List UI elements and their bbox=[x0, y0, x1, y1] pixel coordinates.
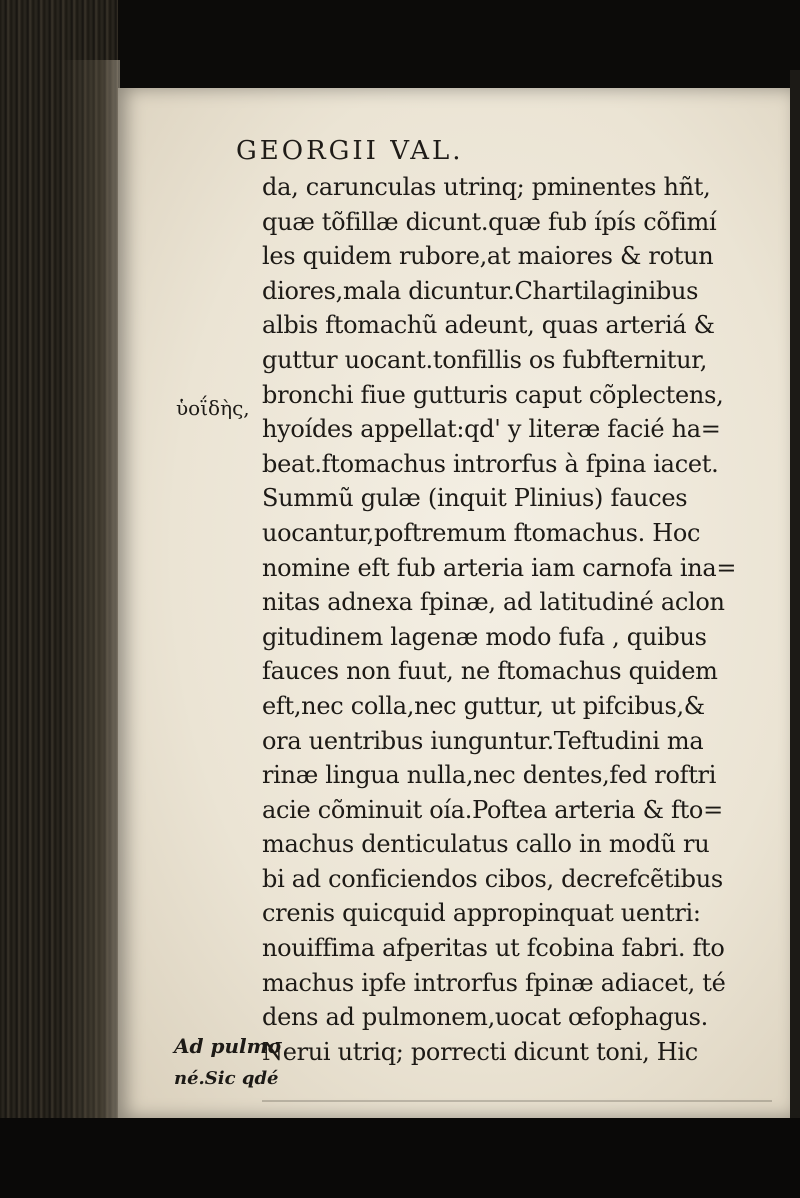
page-gutter-shadow bbox=[60, 60, 120, 1120]
body-text bbox=[262, 170, 782, 1069]
margin-note: né.Sic qdé bbox=[174, 1068, 279, 1089]
text-line: Nerui utriq; porrecti dicunt toni, Hic bbox=[262, 1037, 698, 1066]
margin-note: Ad pulmo bbox=[174, 1034, 282, 1058]
text-line: nomine eft fub arteria iam carnofa ina= bbox=[262, 553, 737, 582]
text-line: nitas adnexa fpinæ, ad latitudiné aclon bbox=[262, 588, 725, 617]
text-line: guttur uocant.tonfillis os fubfternitur, bbox=[262, 345, 708, 374]
text-line: dens ad pulmonem,uocat œfophagus. bbox=[262, 1003, 709, 1032]
text-line: bi ad conficiendos cibos, decrefcẽtibus bbox=[262, 864, 723, 893]
text-line: nouiffima afperitas ut fcobina fabri. fto bbox=[262, 934, 725, 963]
text-line: machus denticulatus callo in modũ ru bbox=[262, 830, 710, 859]
text-line: rinæ lingua nulla,nec dentes,fed roftri bbox=[262, 761, 717, 790]
text-line: machus ipfe introrfus fpinæ adiacet, té bbox=[262, 968, 726, 997]
text-line: Summũ gulæ (inquit Plinius) fauces bbox=[262, 484, 688, 513]
text-line: beat.ftomachus introrfus à fpina iacet. bbox=[262, 449, 719, 478]
text-line: da, carunculas utrinq; pminentes hñt, bbox=[262, 173, 711, 201]
text-line: quæ tõfillæ dicunt.quæ fub ípís cõfimí bbox=[262, 207, 717, 236]
margin-note-greek: ὑοΐδὴς, bbox=[176, 396, 250, 420]
text-line: les quidem rubore,at maiores & rotun bbox=[262, 242, 714, 271]
right-page-edge bbox=[790, 70, 800, 1150]
text-line: ora uentribus iunguntur.Teftudini ma bbox=[262, 726, 704, 755]
text-line: hyoídes appellat:qd' y literæ facié ha= bbox=[262, 415, 721, 444]
running-header: GEORGII VAL. bbox=[236, 136, 464, 166]
bottom-text-bleed bbox=[262, 1100, 772, 1102]
text-line: crenis quicquid appropinquat uentri: bbox=[262, 899, 701, 928]
text-line: acie cõminuit oía.Poftea arteria & fto= bbox=[262, 795, 723, 824]
bottom-background bbox=[0, 1118, 800, 1198]
text-line: fauces non fuut, ne ftomachus quidem bbox=[262, 657, 718, 686]
text-line: uocantur,poftremum ftomachus. Hoc bbox=[262, 518, 701, 547]
text-line: diores,mala dicuntur.Chartilaginibus bbox=[262, 276, 699, 305]
text-line: albis ftomachũ adeunt, quas arteriá & bbox=[262, 311, 715, 340]
text-line: eft,nec colla,nec guttur, ut pifcibus,& bbox=[262, 691, 705, 720]
text-line: bronchi fiue gutturis caput cõplectens, bbox=[262, 380, 724, 409]
text-line: gitudinem lagenæ modo fufa , quibus bbox=[262, 622, 707, 651]
